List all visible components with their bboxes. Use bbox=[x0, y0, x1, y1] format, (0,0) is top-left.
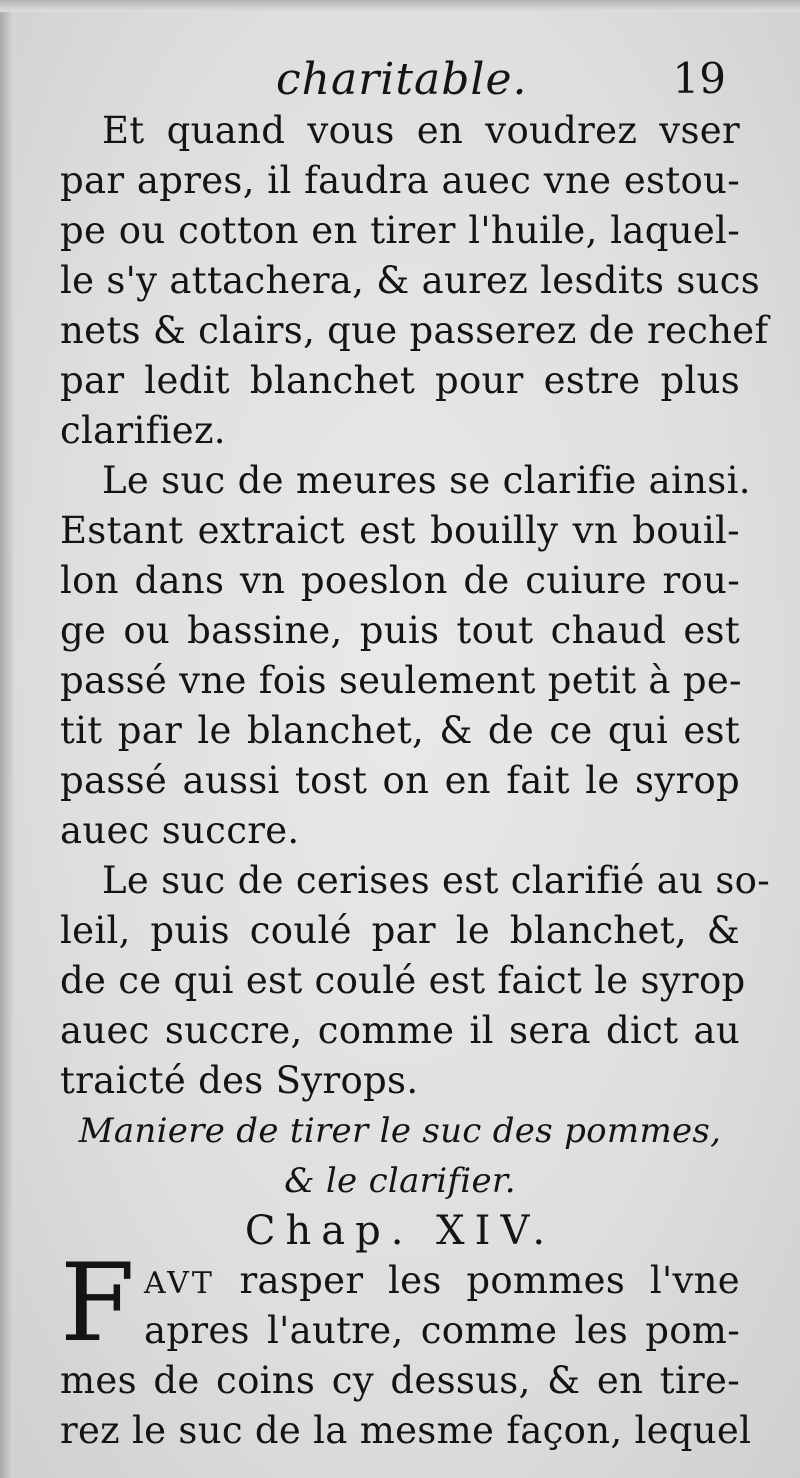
paragraph-3 bbox=[60, 856, 770, 1106]
text-line bbox=[60, 1256, 740, 1306]
text-line: rez le suc de la mesme façon, lequel bbox=[60, 1409, 752, 1452]
text-line: Et quand vous en voudrez vser bbox=[102, 109, 740, 152]
text-line: clarifiez. bbox=[60, 409, 226, 452]
paragraph-4 bbox=[60, 1241, 752, 1456]
text-line: par ledit blanchet pour estre plus bbox=[60, 359, 740, 402]
text-line: ge ou bassine, puis tout chaud est bbox=[60, 609, 740, 652]
section-heading bbox=[60, 1106, 740, 1206]
running-title: charitable. bbox=[276, 54, 528, 105]
text-line: lon dans vn poeslon de cuiure rou- bbox=[60, 559, 740, 602]
text-line: Le suc de cerises est clarifié au so- bbox=[102, 859, 770, 902]
page-left-edge bbox=[0, 0, 14, 1478]
page-top-edge bbox=[0, 0, 800, 12]
text-line: le s'y attachera, & aurez lesdits sucs bbox=[60, 259, 761, 302]
text-line: pe ou cotton en tirer l'huile, laquel- bbox=[60, 209, 740, 252]
paragraph-2 bbox=[60, 456, 751, 856]
text-line: Le suc de meures se clarifie ainsi. bbox=[102, 459, 751, 502]
text-line: nets & clairs, que passerez de rechef bbox=[60, 309, 769, 352]
text-line: tit par le blanchet, & de ce qui est bbox=[60, 709, 740, 752]
chapter-label: Chap. XIV. bbox=[244, 1208, 556, 1254]
text-line: Estant extraict est bouilly vn bouil- bbox=[60, 509, 740, 552]
text-line: apres l'autre, comme les pom- bbox=[144, 1309, 740, 1352]
text-line: passé vne fois seulement petit à pe- bbox=[60, 659, 742, 702]
text-line: de ce qui est coulé est faict le syrop bbox=[60, 959, 746, 1002]
text-line: par apres, il faudra auec vne estou- bbox=[60, 159, 740, 202]
drop-cap: F bbox=[60, 1241, 135, 1366]
text-line: passé aussi tost on en fait le syrop bbox=[60, 759, 740, 802]
text-line: leil, puis coulé par le blanchet, & bbox=[60, 909, 740, 952]
text-line-rest: rasper les pommes l'vne bbox=[214, 1259, 740, 1302]
text-line: traicté des Syrops. bbox=[60, 1059, 419, 1102]
section-heading-line: Maniere de tirer le suc des pommes, bbox=[78, 1111, 722, 1151]
section-heading-line: & le clarifier. bbox=[284, 1161, 516, 1201]
text-line: auec succre, comme il sera dict au bbox=[60, 1009, 740, 1052]
paragraph-1 bbox=[60, 106, 769, 456]
page-number: 19 bbox=[672, 54, 726, 103]
small-caps-word: AVT bbox=[144, 1266, 215, 1301]
text-line: mes de coins cy dessus, & en tire- bbox=[60, 1359, 740, 1402]
text-line: auec succre. bbox=[60, 809, 300, 852]
page-header bbox=[0, 48, 800, 108]
body-text bbox=[60, 106, 770, 1456]
